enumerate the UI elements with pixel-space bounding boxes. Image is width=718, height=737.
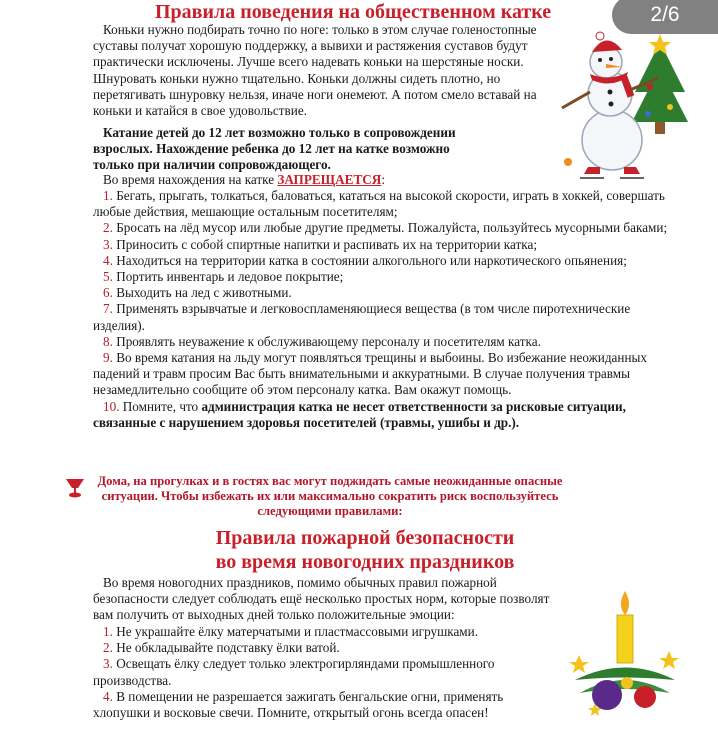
- intro-text: Коньки нужно подбирать точно по ноге: только в этом случае голеностопные суставы получат хорошую поддержку, а вывихи и растяжения суставов будут практически исключены. Лучше всего надевать коньки на шерстяные носки. Шнуровать коньки нужно тщательно. Коньки должны сидеть плотно, но перетягивать шнуровку нельзя, иначе ноги онемеют. А потом смело вставай на коньки и катайся в свое удовольствие.: [93, 22, 537, 119]
- warning-text: Дома, на прогулках и в гостях вас могут поджидать самые неожиданные опасные ситуации. Чтобы избежать их или максимально сократить риск воспользуйтесь следующими правилами:: [97, 474, 563, 518]
- intro-paragraph: [93, 22, 545, 119]
- prohibited-colon: :: [381, 172, 385, 187]
- fire-title-line2: во время новогодних праздников: [215, 551, 515, 573]
- list-item: 3. Приносить с собой спиртные напитки и распивать их на территории катка;: [103, 236, 537, 252]
- fire-intro-text: Во время новогодних праздников, помимо обычных правил пожарной безопасности следует соблюдать ещё несколько простых норм, которые позволят вам получить от выходных дней только положительные эмоции:: [93, 575, 550, 623]
- list-item: 4. В помещении не разрешается зажигать бенгальские огни, применять хлопушки и восковые свечи. Помните, открытый огонь всегда опасен!: [93, 688, 504, 721]
- fire-safety-title: [200, 526, 530, 574]
- page-counter[interactable]: 2/6: [612, 0, 718, 34]
- list-item: 4. Находиться на территории катка в состоянии алкогольного или наркотического опьянения;: [103, 252, 627, 268]
- candle-decoration-illustration: [565, 585, 685, 725]
- prohibited-list: [93, 188, 668, 431]
- list-item: 10. Помните, что администрация катка не несет ответственности за рисковые ситуации, связанные с нарушением здоровья посетителей (травмы, ушибы и др.).: [93, 398, 626, 430]
- list-item: 5. Портить инвентарь и ледовое покрытие;: [103, 269, 344, 285]
- list-item: 8. Проявлять неуважение к обслуживающему персоналу и посетителям катка.: [103, 333, 541, 349]
- warning-goblet-icon: [64, 477, 86, 499]
- prohibited-word: ЗАПРЕЩАЕТСЯ: [277, 172, 382, 187]
- children-rule-text: Катание детей до 12 лет возможно только в сопровождении взрослых. Нахождение ребенка до 12 лет на катке возможно только при наличии сопровождающего.: [93, 125, 456, 173]
- list-item: 9. Во время катания на льду могут появляться трещины и выбоины. Во избежание неожиданных падений и травм просим Вас быть внимательными и аккуратными. В случае получения травмы незамедлительно сообщите об этом персоналу катка. Вам окажут помощь.: [93, 350, 647, 398]
- list-item: 3. Освещать ёлку следует только электрогирляндами промышленного производства.: [93, 656, 495, 688]
- list-item: 7. Применять взрывчатые и легковоспламеняющиеся вещества (в том числе пиротехнические изделия).: [93, 301, 631, 333]
- prohibited-intro: Во время нахождения на катке: [103, 172, 275, 187]
- list-item: 1. Не украшайте ёлку матерчатыми и пластмассовыми игрушками.: [103, 624, 478, 639]
- page-title: Правила поведения на общественном катке: [155, 1, 552, 23]
- list-item: 2. Не обкладывайте подставку ёлки ватой.: [103, 640, 340, 656]
- fire-rules-list: [93, 624, 543, 721]
- list-item: 1. Бегать, прыгать, толкаться, баловаться, кататься на высокой скорости, играть в хоккей, совершать любые действия, мешающие остальным посетителям;: [93, 188, 665, 220]
- snowman-skater-illustration: [540, 22, 690, 202]
- list-item: 6. Выходить на лед с животными.: [103, 285, 292, 301]
- list-item: 2. Бросать на лёд мусор или любые другие предметы. Пожалуйста, пользуйтесь мусорными баками;: [103, 220, 668, 236]
- fire-title-line1: Правила пожарной безопасности: [215, 527, 515, 549]
- prohibited-heading: [93, 172, 573, 188]
- children-rule: [93, 125, 493, 174]
- fire-intro: [93, 575, 563, 624]
